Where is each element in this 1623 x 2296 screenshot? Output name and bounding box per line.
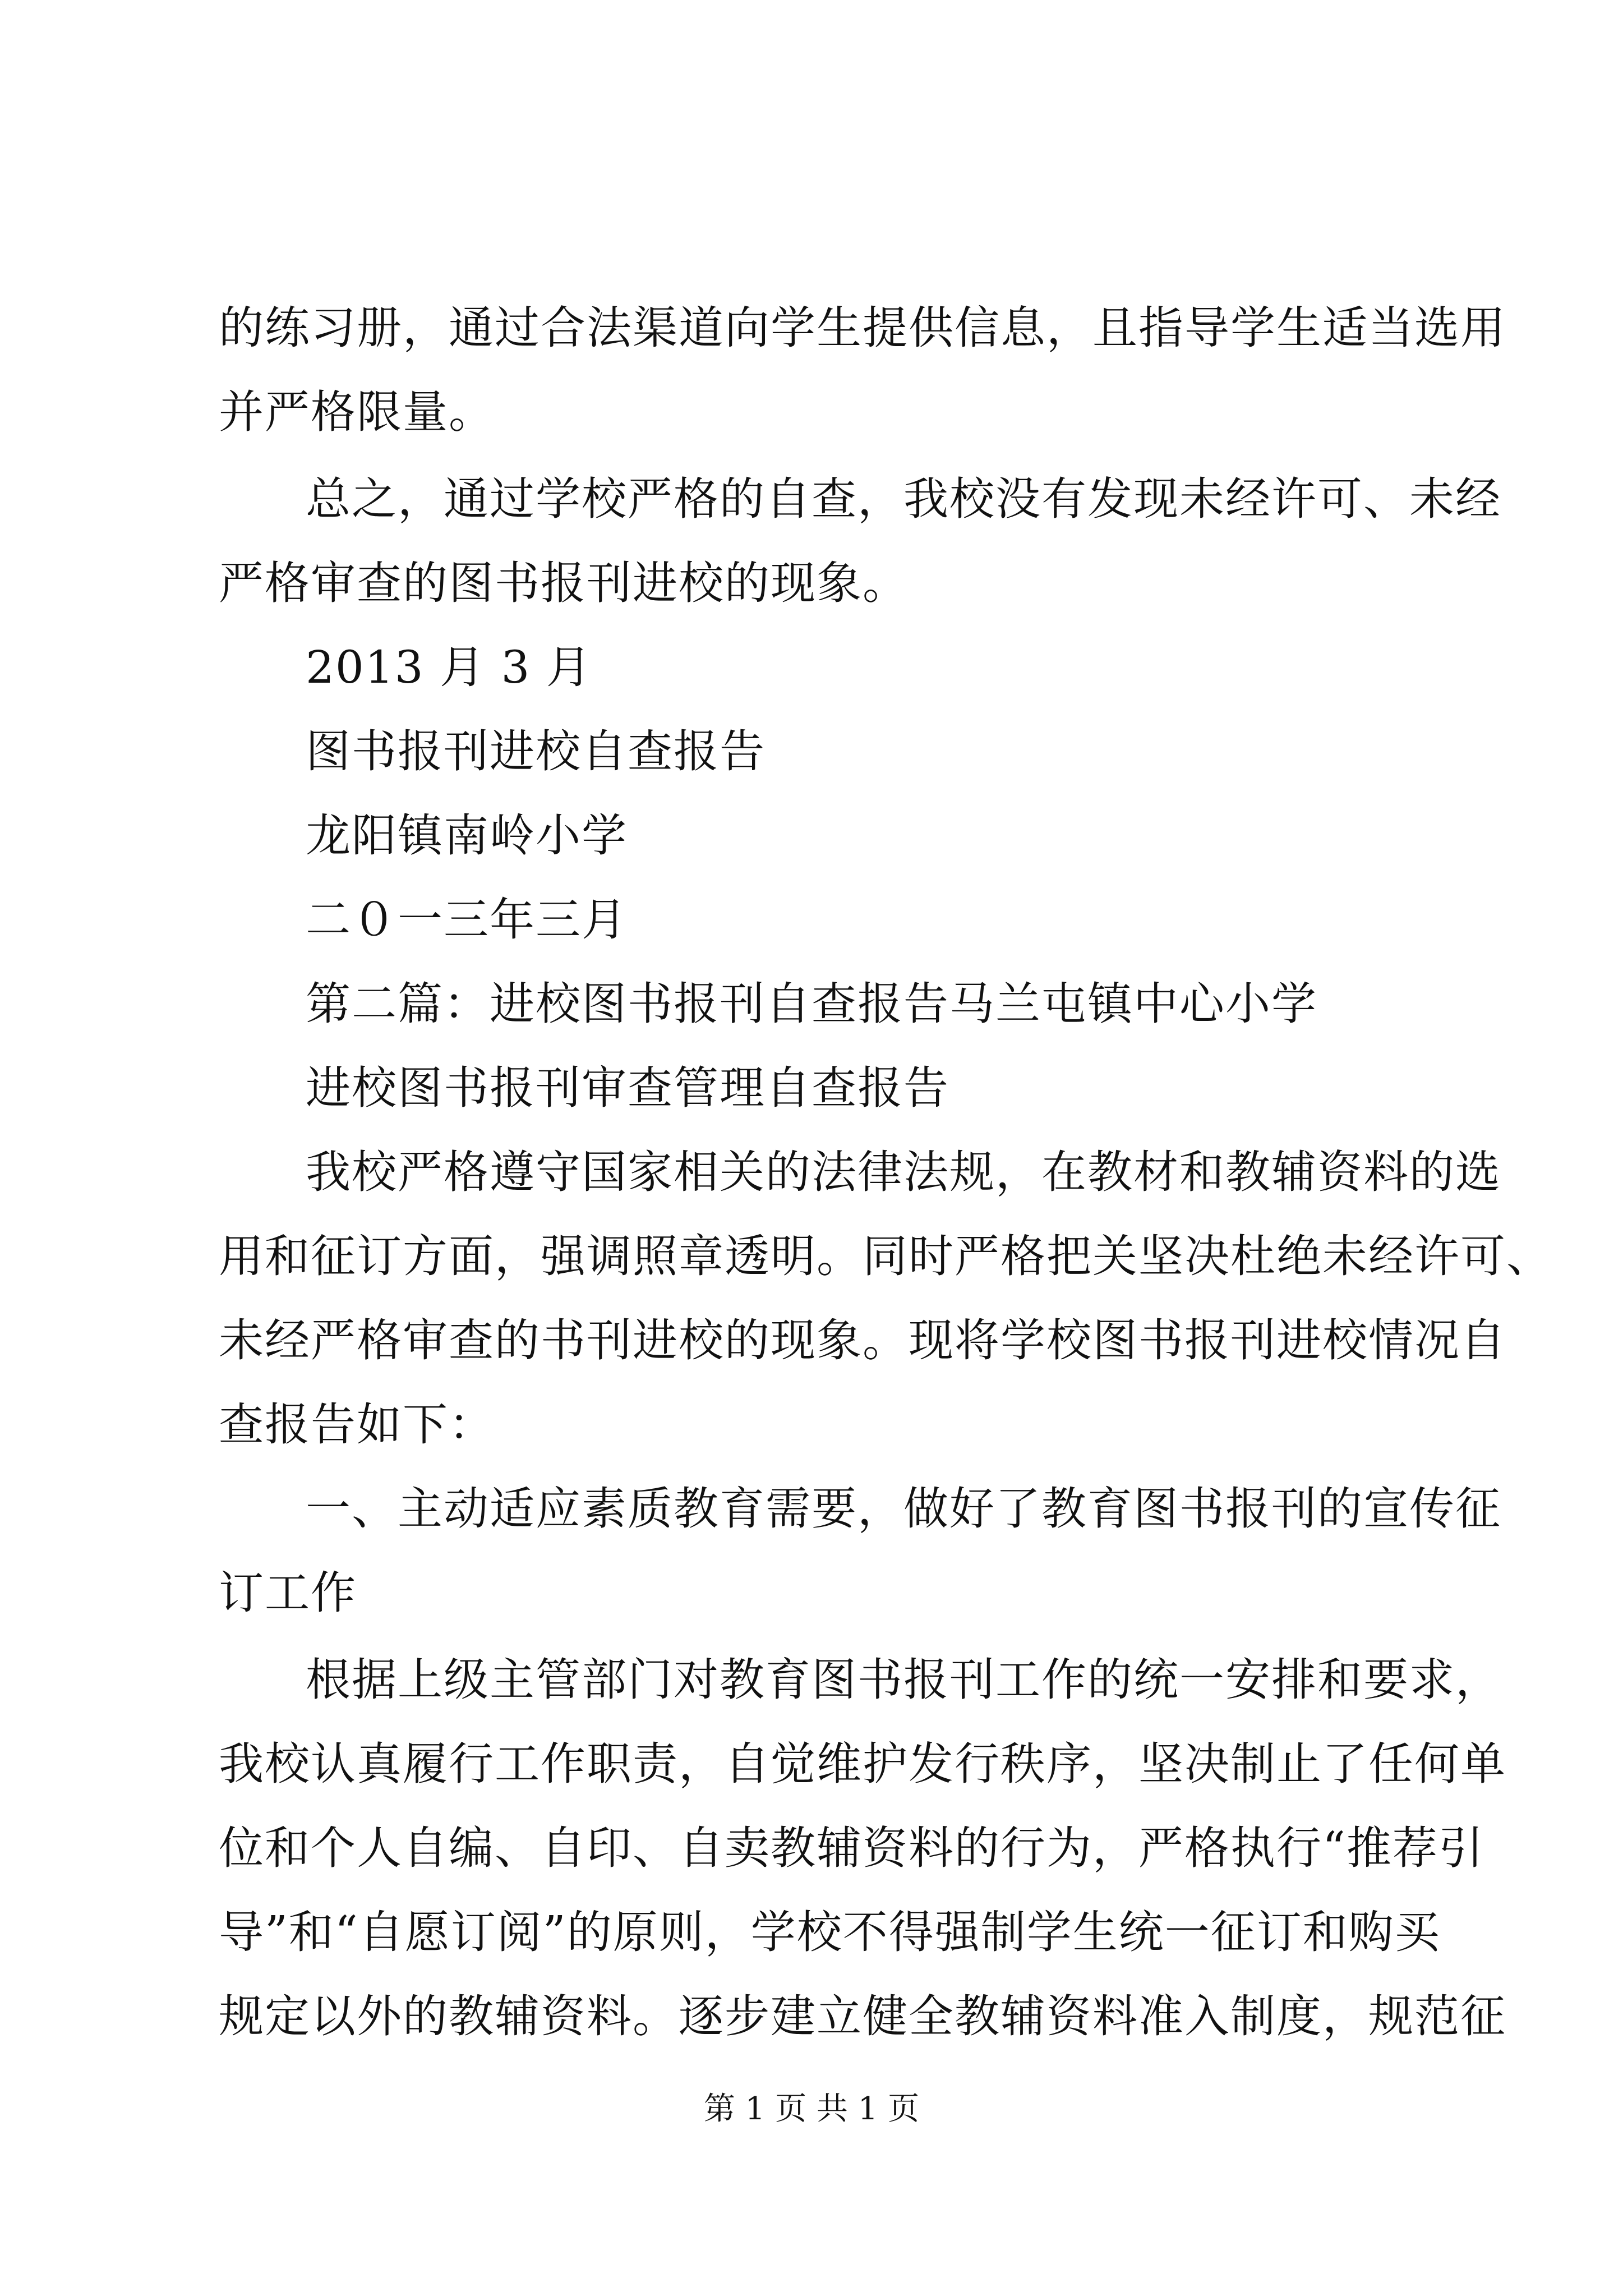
text-line: 订工作 bbox=[219, 1567, 357, 1619]
school-name: 龙阳镇南岭小学 bbox=[306, 809, 628, 862]
text-line: 未经严格审查的书刊进校的现象。现将学校图书报刊进校情况自 bbox=[219, 1314, 1506, 1366]
text-line: 的练习册，通过合法渠道向学生提供信息，且指导学生适当选用 bbox=[219, 302, 1506, 354]
text-line: 根据上级主管部门对教育图书报刊工作的统一安排和要求， bbox=[306, 1654, 1501, 1706]
text-line: 我校严格遵守国家相关的法律法规，在教材和教辅资料的选 bbox=[306, 1146, 1501, 1198]
date-line: 2013 月 3 月 bbox=[306, 641, 592, 693]
text-line: 用和征订方面，强调照章透明。同时严格把关坚决杜绝未经许可、 bbox=[219, 1230, 1552, 1282]
chinese-date: 二０一三年三月 bbox=[306, 894, 628, 946]
text-line: 导”和“自愿订阅”的原则，学校不得强制学生统一征订和购买 bbox=[219, 1906, 1441, 1958]
text-line: 查报告如下： bbox=[219, 1398, 495, 1451]
text-line: 一、主动适应素质教育需要，做好了教育图书报刊的宣传征 bbox=[306, 1483, 1501, 1535]
text-line: 并严格限量。 bbox=[219, 386, 495, 438]
text-line: 规定以外的教辅资料。逐步建立健全教辅资料准入制度，规范征 bbox=[219, 1990, 1506, 2042]
report-title: 图书报刊进校自查报告 bbox=[306, 725, 766, 777]
text-line: 总之，通过学校严格的自查，我校没有发现未经许可、未经 bbox=[306, 473, 1501, 525]
section-subtitle: 进校图书报刊审查管理自查报告 bbox=[306, 1062, 949, 1114]
section-heading: 第二篇：进校图书报刊自查报告马兰屯镇中心小学 bbox=[306, 978, 1317, 1030]
page-number-footer: 第 1 页 共 1 页 bbox=[703, 2091, 920, 2127]
text-line: 位和个人自编、自印、自卖教辅资料的行为，严格执行“推荐引 bbox=[219, 1822, 1484, 1874]
text-line: 严格审查的图书报刊进校的现象。 bbox=[219, 557, 909, 609]
text-line: 我校认真履行工作职责，自觉维护发行秩序，坚决制止了任何单 bbox=[219, 1738, 1506, 1790]
